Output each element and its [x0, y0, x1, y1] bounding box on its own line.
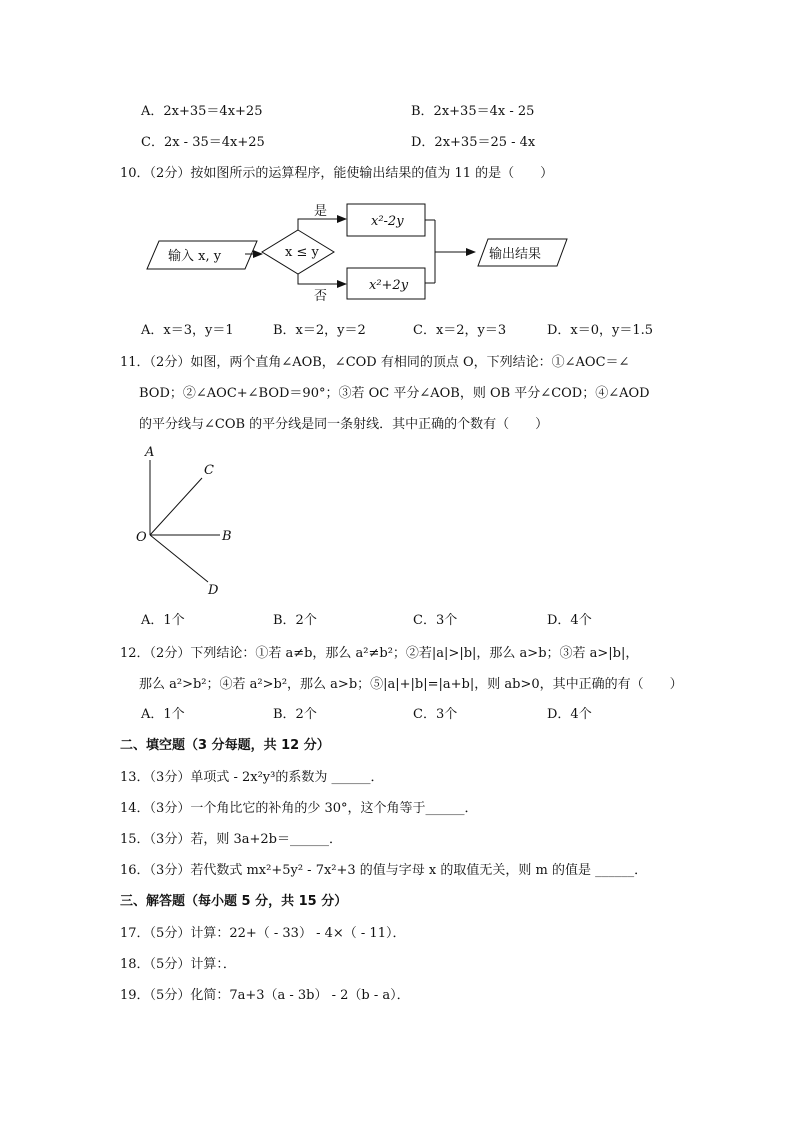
q12-option-b: B．2个 — [273, 707, 317, 722]
q10-option-a: A．x＝3，y＝1 — [141, 323, 234, 338]
q11-line-1: 11．（2分）如图，两个直角∠AOB，∠COD 有相同的顶点 O，下列结论：①∠AOC＝∠ — [120, 355, 630, 370]
q11-angle-figure — [0, 440, 300, 605]
q15: 15．（3分）若，则 3a+2b＝______． — [120, 832, 342, 847]
q16: 16．（3分）若代数式 mx²+5y² - 7x²+3 的值与字母 x 的取值无关，则 m 的值是 ______． — [120, 863, 648, 878]
q10-option-d: D．x＝0，y＝1.5 — [547, 323, 654, 338]
q11-option-c: C．3个 — [413, 613, 458, 628]
q11-line-2: BOD；②∠AOC+∠BOD＝90°；③若 OC 平分∠AOB，则 OB 平分∠COD；④∠AOD — [139, 386, 650, 401]
q12-option-d: D．4个 — [547, 707, 592, 722]
yes-expr: x²-2y — [371, 214, 404, 229]
q18: 18．（5分）计算：． — [120, 957, 236, 972]
point-a: A — [145, 445, 155, 460]
q11-option-b: B．2个 — [273, 613, 317, 628]
output-label: 输出结果 — [489, 247, 542, 262]
q11-option-d: D．4个 — [547, 613, 592, 628]
ray-od — [150, 535, 208, 582]
section-3-heading: 三、解答题（每小题 5 分，共 15 分） — [120, 894, 348, 909]
q11-line-3: 的平分线与∠COB 的平分线是同一条射线．其中正确的个数有（ ） — [139, 417, 549, 432]
q12-line-1: 12．（2分）下列结论：①若 a≠b，那么 a²≠b²；②若|a|>|b|，那么 a>b；③若 a>|b|， — [120, 646, 639, 661]
q10-option-b: B．x＝2，y＝2 — [273, 323, 366, 338]
q10-option-c: C．x＝2，y＝3 — [413, 323, 507, 338]
input-label: 输入 x, y — [168, 249, 222, 264]
q12-option-a: A．1个 — [141, 707, 185, 722]
q17: 17．（5分）计算：22+（ - 33） - 4×（ - 11）． — [120, 926, 406, 941]
point-c: C — [204, 463, 214, 478]
point-o: O — [136, 530, 147, 545]
no-expr: x²+2y — [369, 278, 409, 293]
q11-option-a: A．1个 — [141, 613, 185, 628]
q14: 14．（3分）一个角比它的补角的少 30°，这个角等于______． — [120, 801, 478, 816]
q9-option-d: D．2x+35＝25 - 4x — [411, 135, 536, 150]
q13: 13．（3分）单项式 - 2x²y³的系数为 ______． — [120, 770, 384, 785]
no-label: 否 — [314, 289, 328, 304]
q10-stem: 10．（2分）按如图所示的运算程序，能使输出结果的值为 11 的是（ ） — [120, 166, 554, 181]
q19: 19．（5分）化简：7a+3（a - 3b） - 2（b - a）． — [120, 988, 410, 1003]
q9-option-a: A．2x+35＝4x+25 — [141, 104, 263, 119]
condition-label: x ≤ y — [285, 245, 319, 260]
q12-option-c: C．3个 — [413, 707, 458, 722]
section-2-heading: 二、填空题（3 分每题，共 12 分） — [120, 738, 330, 753]
q9-option-b: B．2x+35＝4x - 25 — [411, 104, 535, 119]
q9-option-c: C．2x - 35＝4x+25 — [141, 135, 265, 150]
yes-label: 是 — [314, 204, 328, 219]
q12-line-2: 那么 a²>b²；④若 a²>b²，那么 a>b；⑤|a|+|b|=|a+b|，则 ab>0，其中正确的有（ ） — [139, 677, 683, 692]
ray-oc — [150, 478, 202, 535]
point-d: D — [208, 583, 219, 598]
point-b: B — [222, 529, 232, 544]
q10-flowchart — [0, 0, 794, 320]
